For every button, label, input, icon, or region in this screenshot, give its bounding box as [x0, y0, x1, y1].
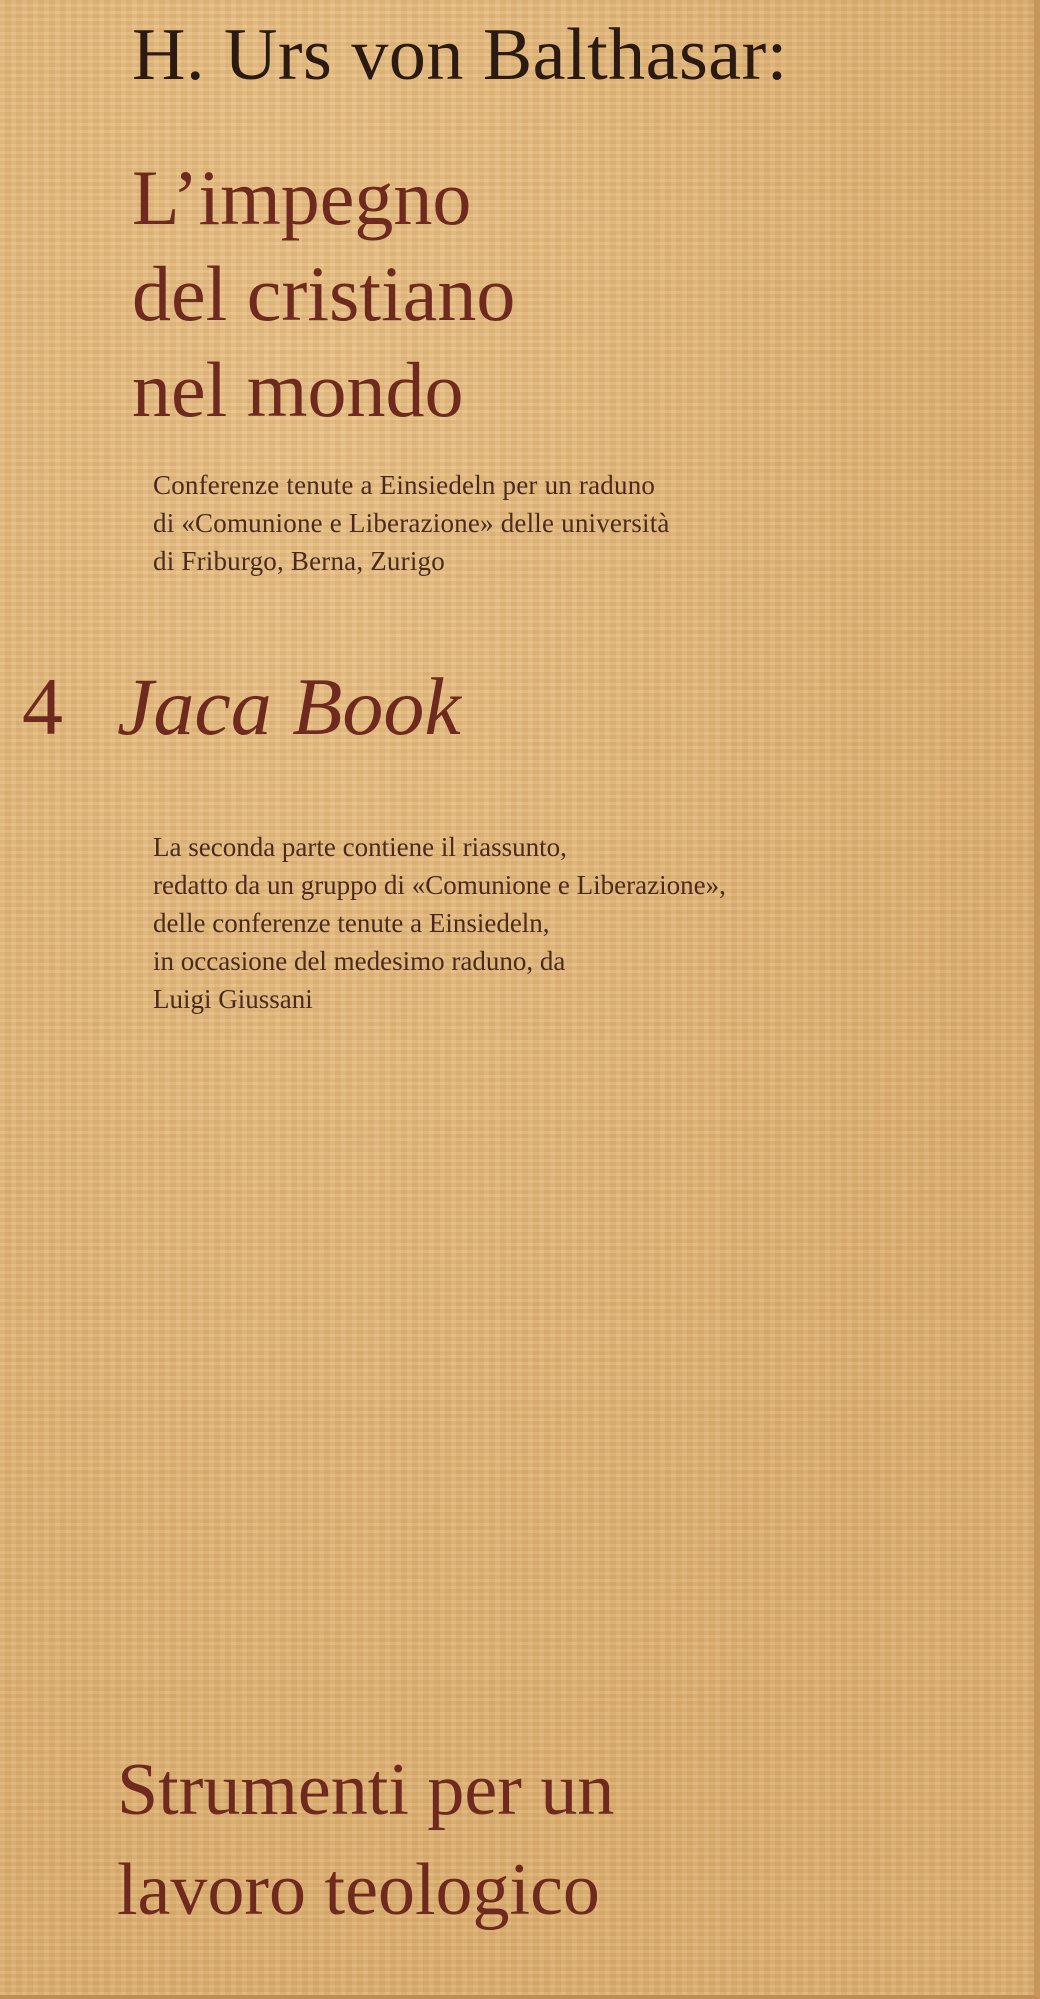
series-title-line: Strumenti per un [117, 1749, 615, 1831]
publisher-name: Jaca Book [117, 661, 461, 752]
second-part-line: La seconda parte contiene il riassunto, [153, 832, 567, 862]
author-name: H. Urs von Balthasar: [132, 14, 788, 96]
description-line: Conferenze tenute a Einsiedeln per un raduno [153, 470, 656, 500]
second-part-line: Luigi Giussani [153, 984, 313, 1014]
title-line: del cristiano [132, 250, 516, 337]
title-line: L’impegno [132, 154, 472, 241]
second-part-line: redatto da un gruppo di «Comunione e Liberazione», [153, 870, 726, 900]
book-title [132, 150, 515, 438]
description-line: di Friburgo, Berna, Zurigo [153, 546, 445, 576]
series-number: 4 [22, 661, 63, 752]
series-title [117, 1740, 614, 1940]
description-line: di «Comunione e Liberazione» delle università [153, 508, 670, 538]
second-part-line: in occasione del medesimo raduno, da [153, 946, 566, 976]
second-part-note [153, 828, 726, 1018]
second-part-line: delle conferenze tenute a Einsiedeln, [153, 908, 550, 938]
series-title-line: lavoro teologico [117, 1849, 600, 1931]
title-line: nel mondo [132, 346, 464, 433]
description [153, 466, 670, 580]
